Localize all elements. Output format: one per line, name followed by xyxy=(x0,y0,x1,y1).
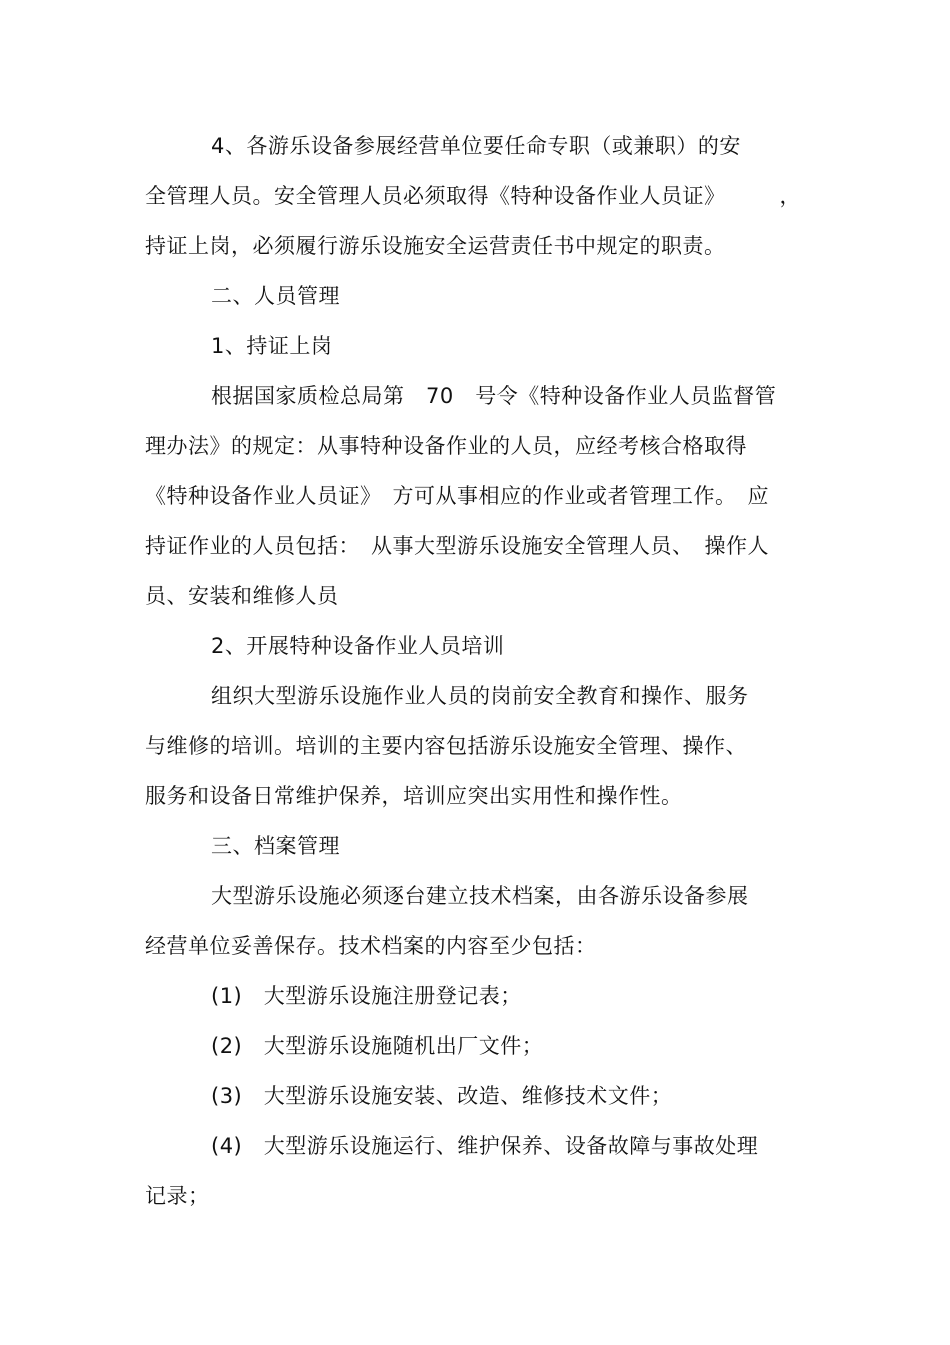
text-line: 《特种设备作业人员证》 方可从事相应的作业或者管理工作。 应 xyxy=(145,484,769,508)
subsection-heading: 1、持证上岗 xyxy=(211,334,333,358)
text-line: 记录； xyxy=(145,1184,210,1208)
text-line: 服务和设备日常维护保养，培训应突出实用性和操作性。 xyxy=(145,784,683,808)
section-heading: 二、人员管理 xyxy=(211,284,340,308)
list-item: (4) 大型游乐设施运行、维护保养、设备故障与事故处理 xyxy=(211,1134,759,1158)
text-line: 根据国家质检总局第 70 号令《特种设备作业人员监督管 xyxy=(211,384,777,408)
text-line: 全管理人员。安全管理人员必须取得《特种设备作业人员证》 ， xyxy=(145,184,801,208)
text-line: 持证作业的人员包括： 从事大型游乐设施安全管理人员、 操作人 xyxy=(145,534,769,558)
text-line: 4、各游乐设备参展经营单位要任命专职（或兼职）的安 xyxy=(211,134,741,158)
text-line: 大型游乐设施必须逐台建立技术档案，由各游乐设备参展 xyxy=(211,884,749,908)
text-line: 员、安装和维修人员 xyxy=(145,584,339,608)
list-item: (2) 大型游乐设施随机出厂文件； xyxy=(211,1034,544,1058)
text-line: 理办法》的规定：从事特种设备作业的人员，应经考核合格取得 xyxy=(145,434,747,458)
text-line: 持证上岗，必须履行游乐设施安全运营责任书中规定的职责。 xyxy=(145,234,726,258)
subsection-heading: 2、开展特种设备作业人员培训 xyxy=(211,634,505,658)
text-line: 组织大型游乐设施作业人员的岗前安全教育和操作、服务 xyxy=(211,684,749,708)
text-line: 与维修的培训。培训的主要内容包括游乐设施安全管理、操作、 xyxy=(145,734,747,758)
list-item: (1) 大型游乐设施注册登记表； xyxy=(211,984,522,1008)
text-line: 经营单位妥善保存。技术档案的内容至少包括： xyxy=(145,934,597,958)
list-item: (3) 大型游乐设施安装、改造、维修技术文件； xyxy=(211,1084,673,1108)
section-heading: 三、档案管理 xyxy=(211,834,340,858)
